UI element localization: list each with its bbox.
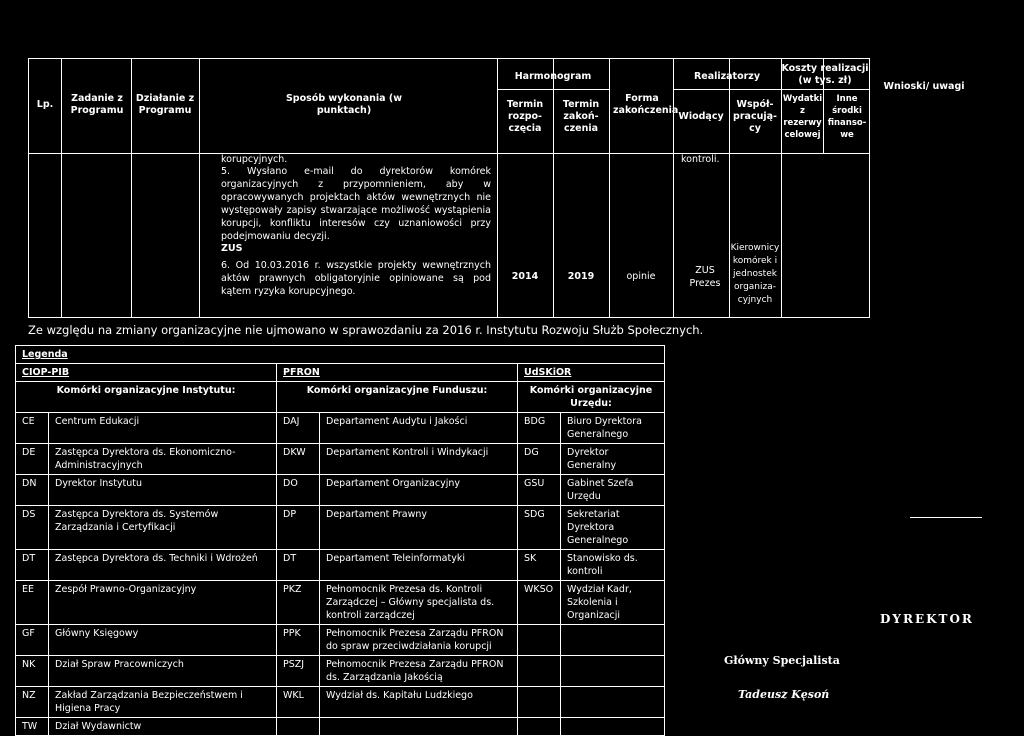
legend-name: Główny Księgowy [49, 625, 277, 656]
specialist-title: Główny Specjalista [724, 654, 840, 667]
legend-table [15, 345, 665, 736]
legend-row [16, 444, 665, 475]
header-termin-zakonczenia: Termin zakoń-czenia [562, 99, 600, 134]
header-termin-rozpoczecia: Termin rozpo-częcia [506, 99, 544, 134]
legend-name: Stanowisko ds. kontroli [561, 550, 665, 581]
legend-name: Departament Organizacyjny [320, 475, 518, 506]
header-realizatorzy: Realizatorzy [693, 71, 761, 82]
legend-code [518, 687, 561, 718]
legend-code [518, 625, 561, 656]
sposob-text-3: 6. Od 10.03.2016 r. wszystkie projekty wewnętrznych aktów prawnych obligatoryjnie opiniowane są pod kątem ryzyka korupcyjnego. [221, 260, 491, 297]
legend-code: WKL [277, 687, 320, 718]
header-lp: Lp. [36, 99, 54, 110]
legend-code: GSU [518, 475, 561, 506]
signature-name: Tadeusz Kęsoń [738, 688, 830, 701]
legend-code: NK [16, 656, 49, 687]
legend-name: Dział Wydawnictw [49, 718, 277, 736]
wiodacy-text-1: kontroli. [681, 154, 720, 165]
legend-name: Pełnomocnik Prezesa ds. Kontroli Zarządczej – Główny specjalista ds. kontroli zarządczej [320, 581, 518, 625]
legend-name: Gabinet Szefa Urzędu [561, 475, 665, 506]
legend-code: EE [16, 581, 49, 625]
legend-name: Zastępca Dyrektora ds. Techniki i Wdrożeń [49, 550, 277, 581]
legend-name: Zastępca Dyrektora ds. Ekonomiczno-Administracyjnych [49, 444, 277, 475]
legend-name: Dyrektor Instytutu [49, 475, 277, 506]
header-wydatki: Wydatki z rezerwy celowej [782, 94, 823, 140]
header-dzialanie: Działanie z Programu [135, 93, 195, 116]
legend-name: Departament Prawny [320, 506, 518, 550]
legend-head-urzad: Komórki organizacyjne Urzędu: [518, 382, 665, 413]
row-forma: opinie [626, 271, 656, 282]
legend-code: DN [16, 475, 49, 506]
legend-code: DS [16, 506, 49, 550]
legend-row [16, 656, 665, 687]
legend-code [518, 718, 561, 736]
legend-head-fundusz: Komórki organizacyjne Funduszu: [277, 382, 518, 413]
legend-name: Dział Spraw Pracowniczych [49, 656, 277, 687]
director-title: DYREKTOR [880, 612, 974, 626]
legend-name: Pełnomocnik Prezesa Zarządu PFRON do spraw przeciwdziałania korupcji [320, 625, 518, 656]
legend-name: Centrum Edukacji [49, 413, 277, 444]
legend-name: Departament Teleinformatyki [320, 550, 518, 581]
legend-code: BDG [518, 413, 561, 444]
header-wnioski: Wnioski/ uwagi [883, 81, 965, 92]
legend-code: DAJ [277, 413, 320, 444]
legend-org-ciop: CIOP-PIB [22, 367, 70, 378]
legend-code [518, 656, 561, 687]
legend-code: SDG [518, 506, 561, 550]
legend-name: Departament Kontroli i Windykacji [320, 444, 518, 475]
legend-row [16, 581, 665, 625]
legend-code [277, 718, 320, 736]
legend-row [16, 475, 665, 506]
header-koszty: Koszty realizacji (w tys. zł) [781, 63, 869, 86]
header-harmonogram: Harmonogram [514, 71, 592, 82]
legend-code: DO [277, 475, 320, 506]
legend-code: SK [518, 550, 561, 581]
legend-name: Wydział ds. Kapitału Ludzkiego [320, 687, 518, 718]
legend-code: WKSO [518, 581, 561, 625]
row-wiodacy: ZUS Prezes [689, 265, 721, 289]
legend-name [561, 718, 665, 736]
header-forma: Forma zakończenia [613, 93, 679, 116]
legend-name: Sekretariat Dyrektora Generalnego [561, 506, 665, 550]
legend-code: DT [16, 550, 49, 581]
legend-name: Wydział Kadr, Szkolenia i Organizacji [561, 581, 665, 625]
legend-head-instytut: Komórki organizacyjne Instytutu: [16, 382, 277, 413]
legend-code: DP [277, 506, 320, 550]
header-wiodacy: Wiodący [678, 111, 724, 122]
signature-line [910, 517, 982, 518]
legend-name: Pełnomocnik Prezesa Zarządu PFRON ds. Zarządzania Jakością [320, 656, 518, 687]
legend-code: PPK [277, 625, 320, 656]
legend-code: NZ [16, 687, 49, 718]
sposob-text-1: korupcyjnych. [221, 154, 288, 165]
legend-name: Dyrektor Generalny [561, 444, 665, 475]
legend-title: Legenda [22, 349, 68, 360]
legend-row [16, 550, 665, 581]
legend-name [320, 718, 518, 736]
row-termin-start: 2014 [511, 271, 539, 282]
legend-org-pfron: PFRON [283, 367, 320, 378]
legend-row [16, 625, 665, 656]
header-wspolpracujacy: Współ-pracują-cy [733, 99, 777, 134]
legend-name [561, 687, 665, 718]
header-inne: Inne środki finanso-we [827, 94, 867, 140]
legend-name: Departament Audytu i Jakości [320, 413, 518, 444]
legend-row [16, 413, 665, 444]
sposob-text-2: 5. Wysłano e-mail do dyrektorów komórek organizacyjnych z przypomnieniem, aby w opracowywanych projektach aktów wewnętrznych nie występowały zapisy stwarzające możliwość wystąpienia korupcji, konfliktu interesów czy uznaniowości przy podejmowaniu decyzji. [221, 166, 491, 242]
legend-code: DG [518, 444, 561, 475]
legend-row [16, 718, 665, 736]
org-change-note: Ze względu na zmiany organizacyjne nie ujmowano w sprawozdaniu za 2016 r. Instytutu Rozwoju Służb Społecznych. [28, 323, 704, 337]
legend-code: GF [16, 625, 49, 656]
task-table [28, 58, 965, 318]
zus-label: ZUS [221, 243, 243, 254]
legend-name: Zastępca Dyrektora ds. Systemów Zarządzania i Certyfikacji [49, 506, 277, 550]
legend-row [16, 687, 665, 718]
legend-code: PSZJ [277, 656, 320, 687]
legend-name [561, 656, 665, 687]
legend-name: Biuro Dyrektora Generalnego [561, 413, 665, 444]
legend-name: Zespół Prawno-Organizacyjny [49, 581, 277, 625]
header-zadanie: Zadanie z Programu [70, 93, 124, 116]
row-wspolpracujacy: Kierownicy komórek i jednostek organiza-cyjnych [730, 243, 780, 305]
legend-code: DKW [277, 444, 320, 475]
legend-name: Zakład Zarządzania Bezpieczeństwem i Higiena Pracy [49, 687, 277, 718]
legend-name [561, 625, 665, 656]
legend-code: PKZ [277, 581, 320, 625]
legend-code: TW [16, 718, 49, 736]
legend-code: DT [277, 550, 320, 581]
header-sposob: Sposób wykonania (w punktach) [285, 93, 403, 116]
row-termin-end: 2019 [567, 271, 595, 282]
legend-row [16, 506, 665, 550]
legend-code: CE [16, 413, 49, 444]
legend-code: DE [16, 444, 49, 475]
legend-org-udskior: UdSKiOR [524, 367, 572, 378]
